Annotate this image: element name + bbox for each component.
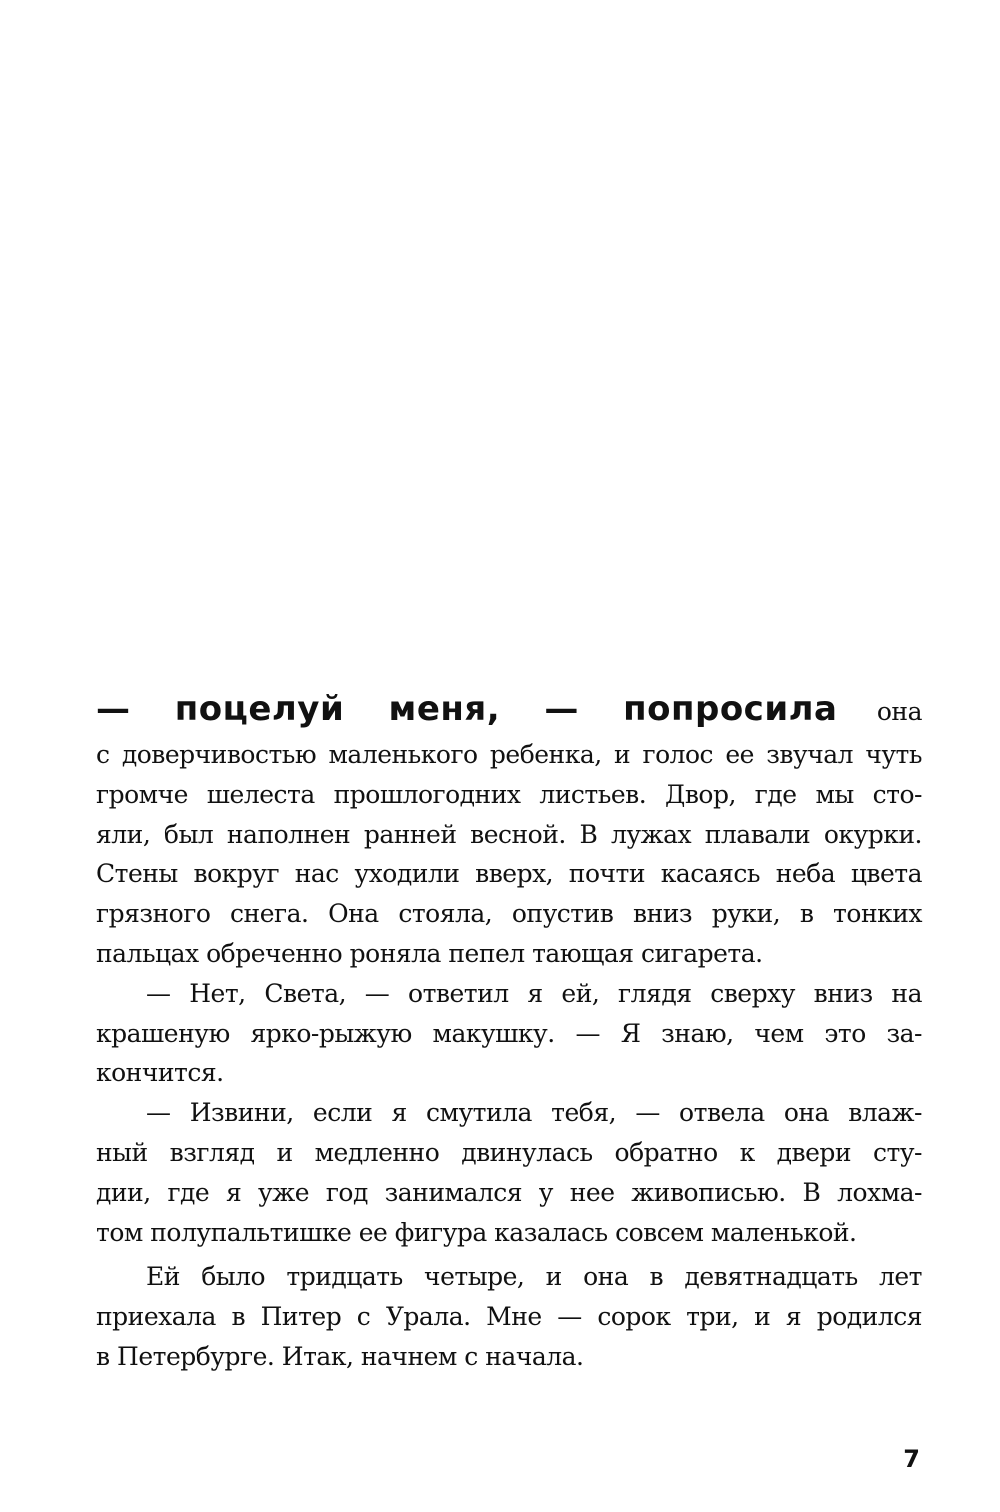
- text-line: ный взгляд и медленно двинулась обратно к двери сту-: [96, 1137, 922, 1167]
- text-line: — Нет, Света, — ответил я ей, глядя сверху вниз на: [146, 978, 922, 1008]
- text-line: крашеную ярко-рыжую макушку. — Я знаю, чем это за-: [96, 1018, 922, 1048]
- book-page-text: [96, 683, 922, 1377]
- text-line: в Петербурге. Итак, начнем с начала.: [96, 1341, 584, 1371]
- text-line: пальцах обреченно роняла пепел тающая сигарета.: [96, 938, 763, 968]
- text-line: приехала в Питер с Урала. Мне — сорок три, и я родился: [96, 1302, 922, 1332]
- text-line: громче шелеста прошлогодних листьев. Двор, где мы сто-: [96, 779, 922, 809]
- text-line: том полупальтишке ее фигура казалась совсем маленькой.: [96, 1217, 857, 1247]
- text-line: грязного снега. Она стояла, опустив вниз руки, в тонких: [96, 899, 922, 929]
- first-line: [96, 683, 922, 735]
- page-number: 7: [903, 1445, 920, 1473]
- text-line: кончится.: [96, 1058, 224, 1088]
- first-line-tail: она: [876, 697, 922, 726]
- text-line: дии, где я уже год занимался у нее живописью. В лохма-: [96, 1177, 922, 1207]
- text-line: Ей было тридцать четыре, и она в девятнадцать лет: [146, 1262, 922, 1292]
- text-line: Стены вокруг нас уходили вверх, почти касаясь неба цвета: [96, 859, 922, 889]
- text-line: яли, был наполнен ранней весной. В лужах плавали окурки.: [96, 819, 922, 849]
- lead-in-text: — поцелуй меня, — попросила: [96, 689, 838, 729]
- text-line: с доверчивостью маленького ребенка, и голос ее звучал чуть: [96, 740, 922, 769]
- text-line: — Извини, если я смутила тебя, — отвела она влаж-: [146, 1098, 922, 1128]
